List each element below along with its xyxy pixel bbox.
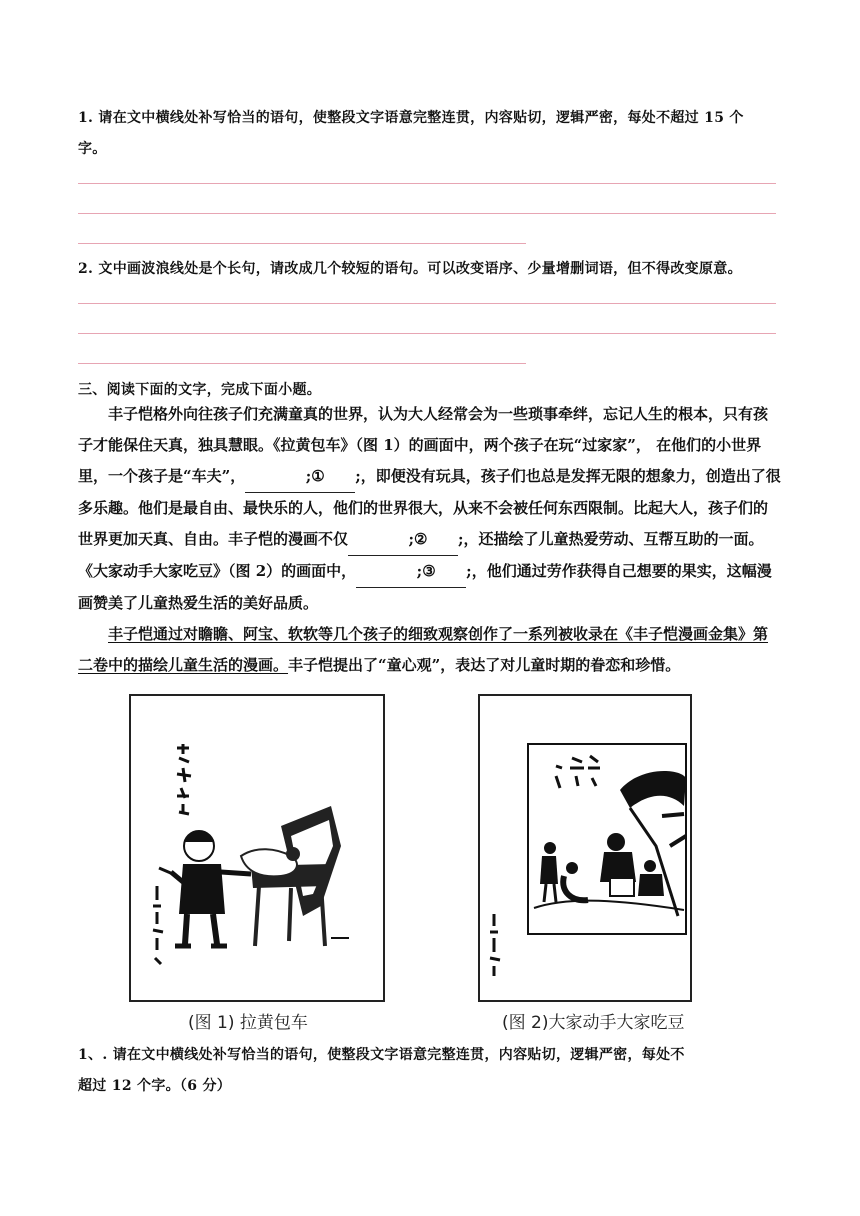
fill-blank-1[interactable]: ;① [245, 461, 355, 493]
section-3-heading: 三、阅读下面的文字，完成下面小题。 [78, 382, 322, 398]
answer-line[interactable] [78, 183, 776, 184]
passage-paragraph-1: 丰子恺格外向往孩子们充满童真的世界，认为大人经常会为一些琐事牵绊，忘记人生的根本，只有孩子才能保住天真，独具慧眼。《拉黄包车》（图 1）的画面中，两个孩子在玩“过家家”， 在他们的小世界里，一个孩子是“车夫”， ;① ;，即便没有玩具，孩子们也总是发挥无限的想象力，创造出了很多乐趣。他们是最自由、最快乐的人，他们的世界很大，从来不会被任何东西限制。比起大人，孩子们的世界更加天真、自由。丰子恺的漫画不仅 ;② ;，还描绘了儿童热爱劳动、互帮互助的一面。《大家动手大家吃豆》（图 2）的画面中， ;③ ;，他们通过劳作获得自己想要的果实，这幅漫画赞美了儿童热爱生活的美好品质。 [78, 405, 781, 612]
figure-1-frame [129, 694, 385, 1002]
figure-2-frame [478, 694, 692, 1002]
figure-1-caption: (图 1) 拉黄包车 [188, 1013, 308, 1033]
answer-line[interactable] [78, 303, 776, 304]
fill-blank-3[interactable]: ;③ [356, 556, 466, 588]
figure-2-caption: (图 2)大家动手大家吃豆 [502, 1013, 685, 1033]
question-1-line-2: 字。 [78, 141, 107, 157]
passage-paragraph-2: 丰子恺通过对瞻瞻、阿宝、软软等几个孩子的细致观察创作了一系列被收录在《丰子恺漫画金集》第二卷中的描绘儿童生活的漫画。丰子恺提出了“童心观”，表达了对儿童时期的眷恋和珍惜。 [78, 625, 769, 674]
answer-line[interactable] [78, 363, 526, 364]
figure-1-cartoon [131, 696, 383, 1000]
wavy-underlined-sentence: 丰子恺通过对瞻瞻、阿宝、软软等几个孩子的细致观察创作了一系列被收录在《丰子恺漫画金集》第二卷中的描绘儿童生活的漫画。 [78, 625, 769, 674]
question-last-line-2: 超过 12 个字。（6 分） [78, 1078, 232, 1094]
question-last-line-1: 1、. 请在文中横线处补写恰当的语句，使整段文字语意完整连贯，内容贴切，逻辑严密，每处不 [78, 1047, 685, 1063]
answer-line[interactable] [78, 243, 526, 244]
figure-2-cartoon [480, 696, 690, 1000]
answer-line[interactable] [78, 333, 776, 334]
question-last [78, 1040, 778, 1102]
question-1-line-1: 1. 请在文中横线处补写恰当的语句，使整段文字语意完整连贯，内容贴切，逻辑严密，每处不超过 15 个 [78, 110, 744, 126]
answer-line[interactable] [78, 213, 776, 214]
question-1 [78, 103, 778, 165]
question-2: 2. 文中画波浪线处是个长句，请改成几个较短的语句。可以改变语序、少量增删词语，但不得改变原意。 [78, 261, 742, 277]
fill-blank-2[interactable]: ;② [348, 524, 458, 556]
reading-passage [78, 399, 782, 681]
